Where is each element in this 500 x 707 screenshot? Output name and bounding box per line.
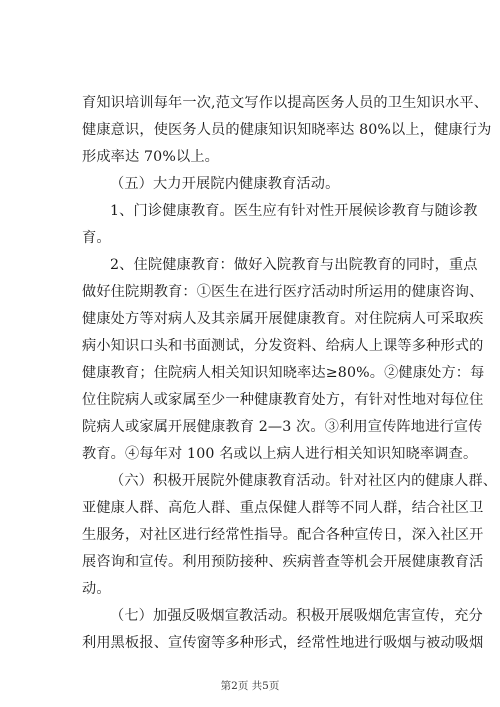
- text-line: 亚健康人群、高危人群、重点保健人群等不同人群，结合社区卫: [82, 500, 484, 516]
- text-line: 教育。④每年对 100 名或以上病人进行相关知识知晓率调查。: [82, 446, 478, 462]
- page-number-footer: 第2页 共5页: [220, 680, 280, 692]
- text-line: 健康处方等对病人及其亲属开展健康教育。对住院病人可采取疾: [82, 311, 484, 327]
- text-line: 院病人或家属开展健康教育 2—3 次。③利用宣传阵地进行宣传: [82, 419, 483, 435]
- text-line: 位住院病人或家属至少一种健康教育处方，有针对性地对每位住: [82, 392, 484, 408]
- text-line: 形成率达 70%以上。: [82, 149, 220, 165]
- text-line: 健康意识，使医务人员的健康知识知晓率达 80%以上，健康行为: [82, 122, 492, 138]
- section-heading: （七）加强反吸烟宣教活动。积极开展吸烟危害宣传，充分: [110, 608, 483, 624]
- text-line: 2、住院健康教育：做好入院教育与出院教育的同时，重点: [110, 257, 478, 273]
- text-line: 健康教育；住院病人相关知识知晓率达≥80%。②健康处方：每: [82, 365, 485, 381]
- text-line: 展咨询和宣传。利用预防接种、疾病普查等机会开展健康教育活: [82, 554, 484, 570]
- text-line: 动。: [82, 581, 111, 597]
- section-heading: （六）积极开展院外健康教育活动。针对社区内的健康人群、: [110, 473, 498, 489]
- text-line: 做好住院期教育：①医生在进行医疗活动时所运用的健康咨询、: [82, 284, 484, 300]
- text-line: 育知识培训每年一次,范文写作以提高医务人员的卫生知识水平、: [82, 95, 489, 111]
- text-line: 1、门诊健康教育。医生应有针对性开展候诊教育与随诊教: [110, 203, 478, 219]
- text-line: 病小知识口头和书面测试，分发资料、给病人上课等多种形式的: [82, 338, 484, 354]
- text-line: 育。: [82, 230, 111, 246]
- document-body: [82, 90, 498, 657]
- text-line: 利用黑板报、宣传窗等多种形式，经常性地进行吸烟与被动吸烟: [82, 635, 484, 651]
- text-line: 生服务，对社区进行经常性指导。配合各种宣传日，深入社区开: [82, 527, 484, 543]
- section-heading: （五）大力开展院内健康教育活动。: [110, 176, 340, 192]
